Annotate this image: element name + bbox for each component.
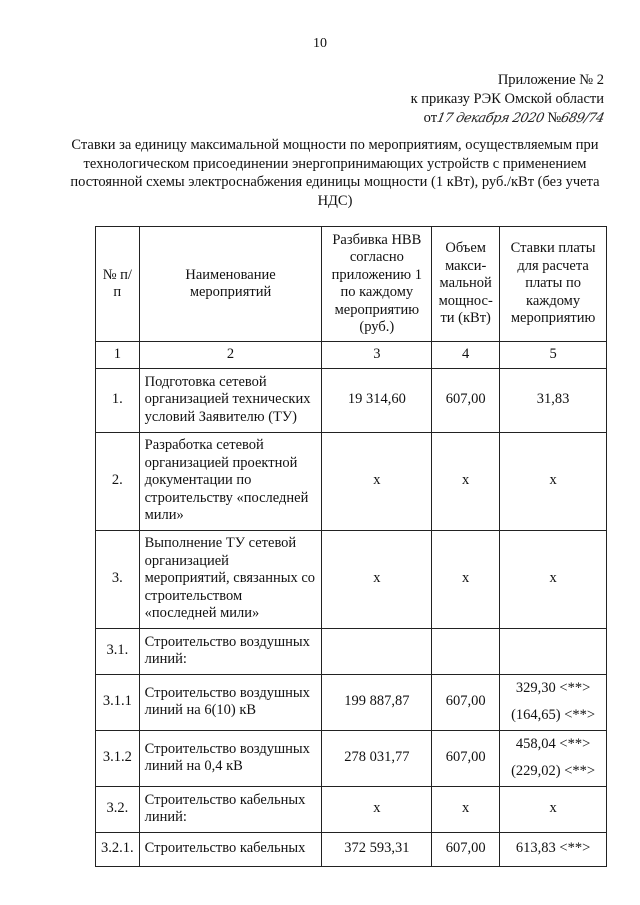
order-number-handwritten: 689/74 bbox=[559, 111, 606, 126]
row-number: 1. bbox=[96, 368, 140, 432]
appendix-line-3 bbox=[424, 109, 604, 128]
row-rate: х bbox=[500, 530, 607, 628]
table-row bbox=[96, 530, 607, 628]
row-rate: х bbox=[500, 432, 607, 530]
row-rate: 458,04 <**> bbox=[515, 735, 591, 752]
row-power: х bbox=[432, 432, 500, 530]
row-name: Строительство кабельных bbox=[139, 832, 322, 866]
row-rate bbox=[500, 628, 607, 674]
header-nvv: Разбивка НВВ согласно приложению 1 по каждому мероприятию (руб.) bbox=[322, 227, 432, 342]
table-row bbox=[96, 368, 607, 432]
header-rate: Ставки платы для расчета платы по каждому мероприятию bbox=[500, 227, 607, 342]
row-number: 3. bbox=[96, 530, 140, 628]
row-rate-cell bbox=[500, 730, 607, 786]
row-power: 607,00 bbox=[432, 730, 500, 786]
table-header-row bbox=[96, 227, 607, 342]
document-title: Ставки за единицу максимальной мощности по мероприятиям, осуществляемым при технологическом присоединении энергопринимающих устройств с применением постоянной схемы электроснабжения единицы мощности (1 кВт), руб./кВт (без учета НДС) bbox=[70, 137, 600, 209]
row-number: 3.2. bbox=[96, 786, 140, 832]
row-number: 3.1.1 bbox=[96, 674, 140, 730]
row-number: 3.2.1. bbox=[96, 832, 140, 866]
appendix-line-2: к приказу РЭК Омской области bbox=[410, 91, 604, 107]
order-date-handwritten: 17 декабря 2020 bbox=[435, 111, 546, 126]
index-cell: 3 bbox=[322, 342, 432, 369]
index-cell: 5 bbox=[500, 342, 607, 369]
row-nvv: 278 031,77 bbox=[322, 730, 432, 786]
table-row bbox=[96, 832, 607, 866]
row-name: Разработка сетевой организацией проектной документации по строительству «последней мили» bbox=[139, 432, 322, 530]
row-name: Подготовка сетевой организацией технических условий Заявителю (ТУ) bbox=[139, 368, 322, 432]
row-nvv: х bbox=[322, 786, 432, 832]
row-rate-cell bbox=[500, 674, 607, 730]
row-name: Строительство воздушных линий на 0,4 кВ bbox=[139, 730, 322, 786]
index-cell: 2 bbox=[139, 342, 322, 369]
row-rate-alt: (229,02) <**> bbox=[511, 763, 596, 779]
row-name: Строительство воздушных линий: bbox=[139, 628, 322, 674]
row-power: х bbox=[432, 530, 500, 628]
table-row bbox=[96, 432, 607, 530]
row-name: Строительство воздушных линий на 6(10) кВ bbox=[139, 674, 322, 730]
order-number-prefix: № bbox=[547, 110, 562, 126]
row-power: 607,00 bbox=[432, 832, 500, 866]
row-name: Выполнение ТУ сетевой организацией мероприятий, связанных со строительством «последней мили» bbox=[139, 530, 322, 628]
header-number: № п/п bbox=[96, 227, 140, 342]
table-row bbox=[96, 628, 607, 674]
row-number: 3.1. bbox=[96, 628, 140, 674]
row-power bbox=[432, 628, 500, 674]
row-nvv: 372 593,31 bbox=[322, 832, 432, 866]
row-rate: 613,83 <**> bbox=[500, 832, 607, 866]
table-row bbox=[96, 674, 607, 730]
row-nvv: 19 314,60 bbox=[322, 368, 432, 432]
order-date-prefix: от bbox=[423, 110, 438, 126]
row-nvv bbox=[322, 628, 432, 674]
header-power: Объем макси-мальной мощнос-ти (кВт) bbox=[432, 227, 500, 342]
row-power: х bbox=[432, 786, 500, 832]
row-rate: 329,30 <**> bbox=[515, 679, 591, 696]
table-index-row bbox=[96, 342, 607, 369]
index-cell: 4 bbox=[432, 342, 500, 369]
row-rate: 31,83 bbox=[500, 368, 607, 432]
row-nvv: х bbox=[322, 432, 432, 530]
row-rate: х bbox=[500, 786, 607, 832]
row-nvv: х bbox=[322, 530, 432, 628]
header-name: Наименование мероприятий bbox=[139, 227, 322, 342]
table-row bbox=[96, 730, 607, 786]
row-nvv: 199 887,87 bbox=[322, 674, 432, 730]
row-power: 607,00 bbox=[432, 368, 500, 432]
row-number: 2. bbox=[96, 432, 140, 530]
index-cell: 1 bbox=[96, 342, 140, 369]
row-number: 3.1.2 bbox=[96, 730, 140, 786]
table-row bbox=[96, 786, 607, 832]
rates-table bbox=[95, 226, 607, 867]
row-power: 607,00 bbox=[432, 674, 500, 730]
row-rate-alt: (164,65) <**> bbox=[511, 707, 596, 723]
page-number: 10 bbox=[313, 36, 327, 51]
appendix-line-1: Приложение № 2 bbox=[497, 72, 604, 88]
row-name: Строительство кабельных линий: bbox=[139, 786, 322, 832]
